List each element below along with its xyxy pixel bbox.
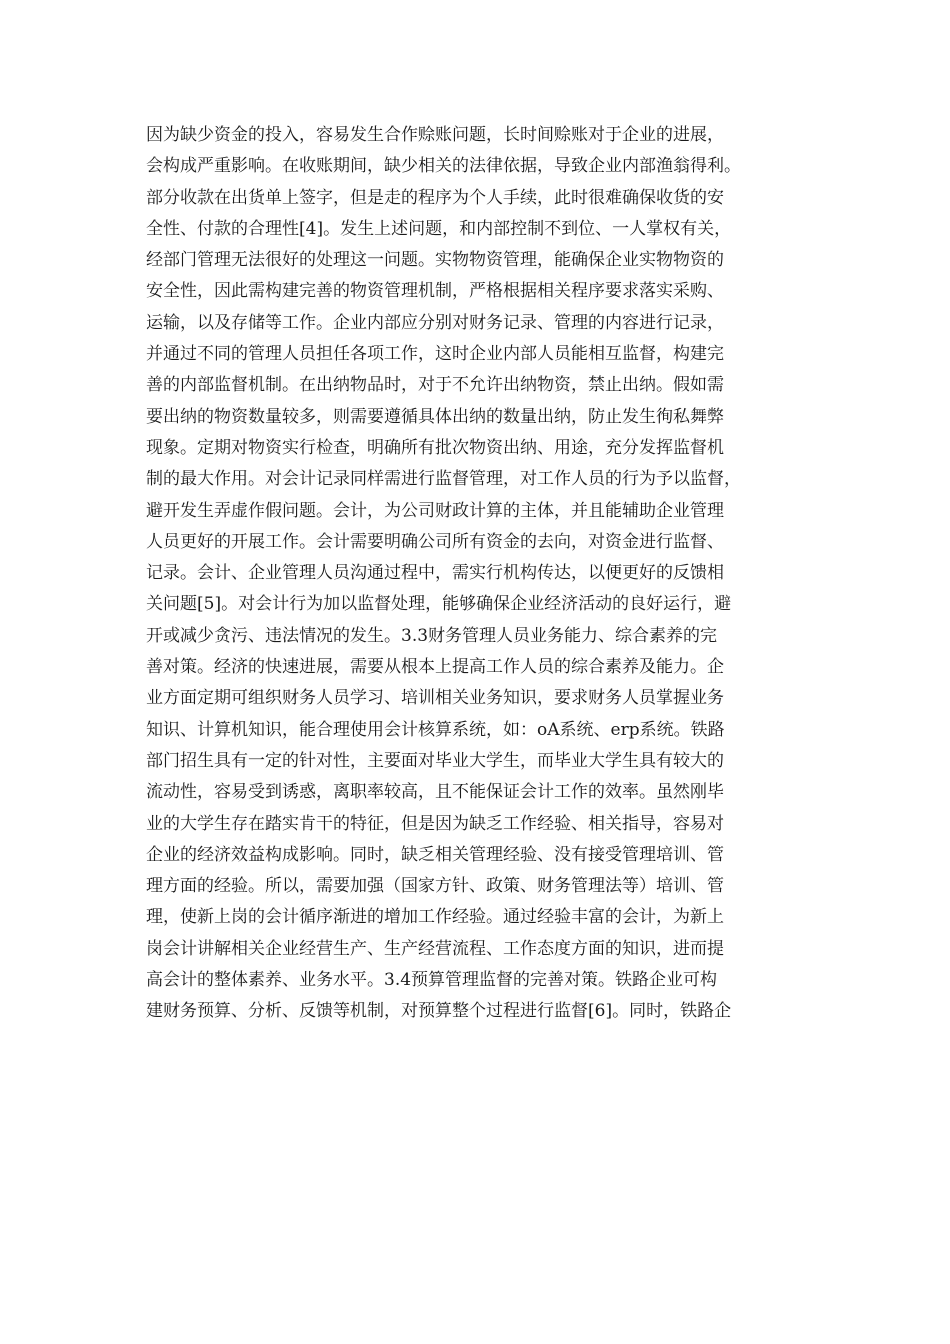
text-line: 企业的经济效益构成影响。同时，缺乏相关管理经验、没有接受管理培训、管 <box>146 844 724 865</box>
text-line: 经部门管理无法很好的处理这一问题。实物物资管理，能确保企业实物物资的 <box>146 250 724 271</box>
text-line: 善的内部监督机制。在出纳物品时，对于不允许出纳物资，禁止出纳。假如需 <box>146 375 724 396</box>
text-line: 记录。会计、企业管理人员沟通过程中，需实行机构传达，以便更好的反馈相 <box>146 563 724 584</box>
text-line: 部门招生具有一定的针对性，主要面对毕业大学生，而毕业大学生具有较大的 <box>146 750 724 771</box>
text-line: 要出纳的物资数量较多，则需要遵循具体出纳的数量出纳，防止发生徇私舞弊 <box>146 406 724 427</box>
text-line: 业的大学生存在踏实肯干的特征，但是因为缺乏工作经验、相关指导，容易对 <box>146 813 724 834</box>
text-line: 流动性，容易受到诱惑，离职率较高，且不能保证会计工作的效率。虽然刚毕 <box>146 782 724 803</box>
text-line: 关问题[5]。对会计行为加以监督处理，能够确保企业经济活动的良好运行，避 <box>146 594 732 615</box>
text-line: 避开发生弄虚作假问题。会计，为公司财政计算的主体，并且能辅助企业管理 <box>146 500 724 521</box>
text-line: 理，使新上岗的会计循序渐进的增加工作经验。通过经验丰富的会计，为新上 <box>146 907 724 928</box>
text-line: 因为缺少资金的投入，容易发生合作赊账问题，长时间赊账对于企业的进展， <box>146 125 724 145</box>
text-line: 理方面的经验。所以，需要加强（国家方针、政策、财务管理法等）培训、管 <box>146 876 724 897</box>
text-line: 全性、付款的合理性[4]。发生上述问题，和内部控制不到位、一人掌权有关， <box>146 218 732 239</box>
text-line: 运输，以及存储等工作。企业内部应分别对财务记录、管理的内容进行记录， <box>146 312 724 333</box>
text-line: 现象。定期对物资实行检查，明确所有批次物资出纳、用途，充分发挥监督机 <box>146 437 724 458</box>
text-line: 业方面定期可组织财务人员学习、培训相关业务知识，要求财务人员掌握业务 <box>146 688 724 709</box>
text-line: 安全性，因此需构建完善的物资管理机制，严格根据相关程序要求落实采购、 <box>146 281 724 302</box>
text-line: 并通过不同的管理人员担任各项工作，这时企业内部人员能相互监督，构建完 <box>146 344 724 365</box>
text-line: 制的最大作用。对会计记录同样需进行监督管理，对工作人员的行为予以监督， <box>146 469 741 490</box>
text-line: 善对策。经济的快速进展，需要从根本上提高工作人员的综合素养及能力。企 <box>146 657 724 678</box>
text-line: 高会计的整体素养、业务水平。3.4预算管理监督的完善对策。铁路企业可构 <box>146 970 718 991</box>
text-line: 建财务预算、分析、反馈等机制，对预算整个过程进行监督[6]。同时，铁路企 <box>146 1001 732 1022</box>
body-text <box>146 120 806 1028</box>
text-line: 知识、计算机知识，能合理使用会计核算系统，如：oA系统、erp系统。铁路 <box>146 719 725 740</box>
text-line: 会构成严重影响。在收账期间，缺少相关的法律依据，导致企业内部渔翁得利。 <box>146 156 741 177</box>
text-line: 岗会计讲解相关企业经营生产、生产经营流程、工作态度方面的知识，进而提 <box>146 938 724 959</box>
text-line: 人员更好的开展工作。会计需要明确公司所有资金的去向，对资金进行监督、 <box>146 531 724 552</box>
text-line: 部分收款在出货单上签字，但是走的程序为个人手续，此时很难确保收货的安 <box>146 187 724 208</box>
text-line: 开或减少贪污、违法情况的发生。3.3财务管理人员业务能力、综合素养的完 <box>146 625 718 646</box>
